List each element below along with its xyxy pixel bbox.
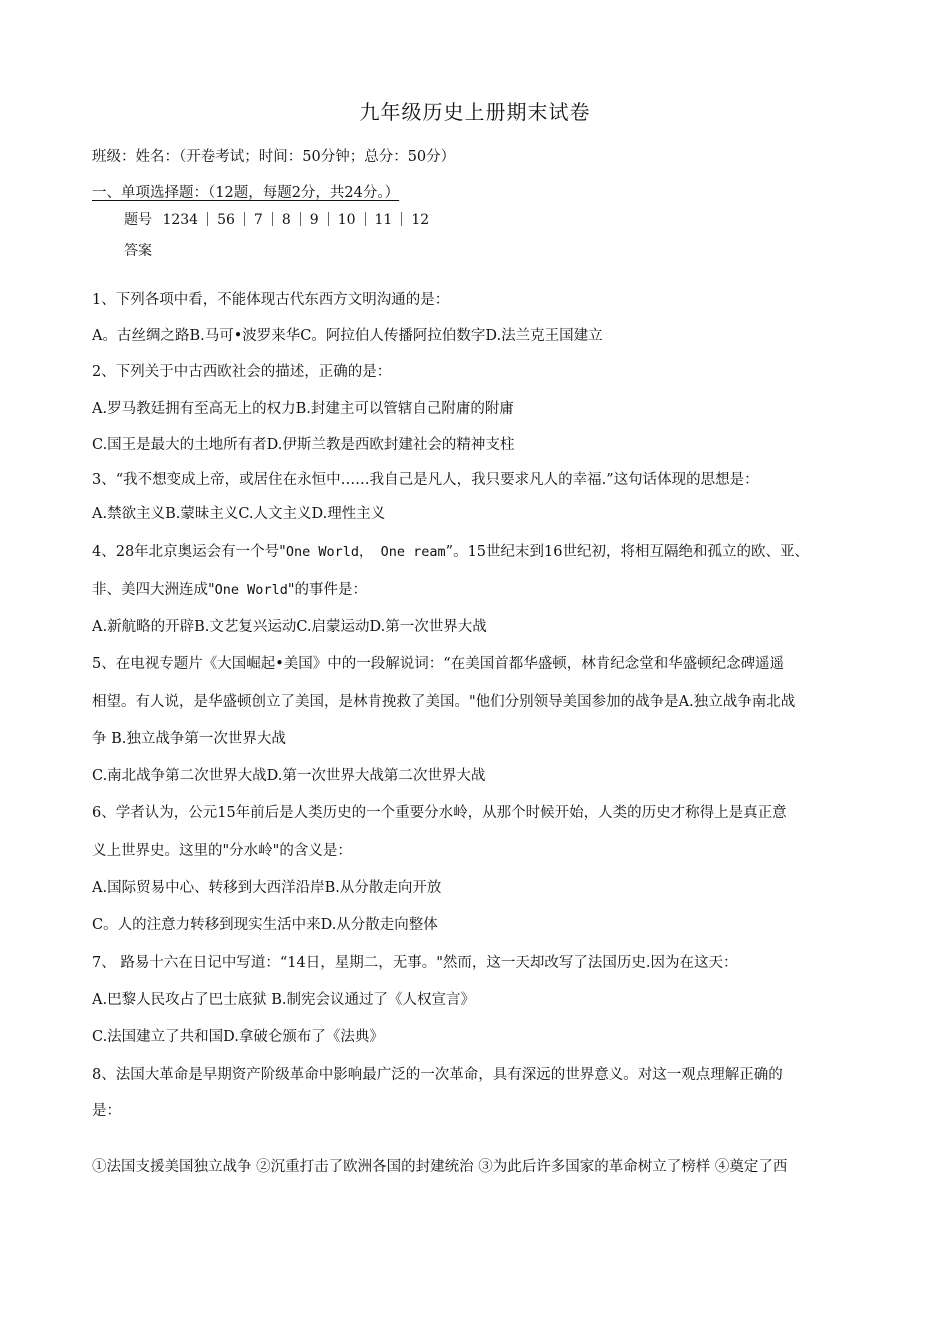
answer-table-number: 11 <box>374 212 393 228</box>
question-options: C。人的注意力转移到现实生活中来D.从分散走向整体 <box>92 917 438 933</box>
question-stem: 3、“我不想变成上帝，或居住在永恒中……我自己是凡人，我只要求凡人的幸福.”这句话体现的思想是： <box>92 472 759 488</box>
question-stem: 相望。有人说，是华盛顿创立了美国，是林肯挽救了美国。"他们分别领导美国参加的战争是A.独立战争南北战 <box>92 694 796 710</box>
question-options: A.巴黎人民攻占了巴士底狱 B.制宪会议通过了《人权宣言》 <box>92 992 475 1008</box>
question-stem-line <box>92 542 880 562</box>
question-stem-part: 4、28年北京奥运会有一个号" <box>92 544 286 560</box>
question-stem: 是： <box>92 1103 121 1119</box>
answer-table-row-label: 题号 <box>124 212 152 228</box>
question-options: A.新航略的开辟B.文艺复兴运动C.启蒙运动D.第一次世界大战 <box>92 619 487 635</box>
question-stem-part: "的事件是： <box>287 582 367 598</box>
question-stem: 义上世界史。这里的"分水岭"的含义是： <box>92 843 352 859</box>
question-options: A.禁欲主义B.蒙昧主义C.人文主义D.理性主义 <box>92 506 386 522</box>
section-one-heading-line <box>92 183 880 203</box>
section-one-heading: 单项选择题：（12题，每题2分，共24分。） <box>121 185 400 201</box>
answer-table-number: 9 <box>309 212 319 228</box>
question-stem: 争 B.独立战争第一次世界大战 <box>92 731 286 747</box>
question-options: A.罗马教廷拥有至高无上的权力B.封建主可以管辖自己附庸的附庸 <box>92 401 514 417</box>
answer-table-number: 12 <box>411 212 430 228</box>
question-stem-part: One World， One ream <box>285 544 446 560</box>
question-options: C.南北战争第二次世界大战D.第一次世界大战第二次世界大战 <box>92 768 486 784</box>
question-options: ①法国支援美国独立战争 ②沉重打击了欧洲各国的封建统治 ③为此后许多国家的革命树立了榜样 ④奠定了西 <box>92 1159 788 1175</box>
question-options: C.法国建立了共和国D.拿破仑颁布了《法典》 <box>92 1029 384 1045</box>
question-stem: 1、下列各项中看，不能体现古代东西方文明沟通的是： <box>92 292 450 308</box>
question-stem: 7、 路易十六在日记中写道：“14日，星期二，无事。"然而，这一天却改写了法国历史.因为在这天： <box>92 955 738 971</box>
answer-table-number: 10 <box>337 212 356 228</box>
question-stem: 8、法国大革命是早期资产阶级革命中影响最广泛的一次革命，具有深远的世界意义。对这一观点理解正确的 <box>92 1067 783 1083</box>
question-stem: 6、学者认为，公元15年前后是人类历史的一个重要分水岭，从那个时候开始，人类的历史才称得上是真正意 <box>92 805 787 821</box>
answer-table-number: 8 <box>281 212 291 228</box>
question-options: A.国际贸易中心、转移到大西洋沿岸B.从分散走向开放 <box>92 880 442 896</box>
question-stem-part: 非、美四大洲连成" <box>92 582 215 598</box>
answer-table-number: 56 <box>217 212 235 228</box>
answer-table-number-row <box>124 209 429 229</box>
question-stem-part: One World <box>214 582 288 598</box>
question-options: C.国王是最大的土地所有者D.伊斯兰教是西欧封建社会的精神支柱 <box>92 437 515 453</box>
answer-table-number: 7 <box>253 212 263 228</box>
question-stem: 5、在电视专题片《大国崛起•美国》中的一段解说词：“在美国首都华盛顿，林肯纪念堂和华盛顿纪念碑遥遥 <box>92 656 785 672</box>
page-title: 九年级历史上册期末试卷 <box>359 100 591 124</box>
section-one-prefix: 一、 <box>92 185 121 201</box>
question-stem-line <box>92 580 880 600</box>
answer-table-number: 1234 <box>162 212 199 228</box>
question-options: A。古丝绸之路B.马可•波罗来华C。阿拉伯人传播阿拉伯数字D.法兰克王国建立 <box>92 328 603 344</box>
answer-table-answer-label: 答案 <box>124 243 152 259</box>
header-info: 班级：姓名：（开卷考试；时间：50分钟；总分：50分） <box>92 149 456 165</box>
question-stem-part: ”。15世纪末到16世纪初，将相互隔绝和孤立的欧、亚、 <box>445 544 809 560</box>
question-stem: 2、下列关于中古西欧社会的描述，正确的是： <box>92 364 392 380</box>
